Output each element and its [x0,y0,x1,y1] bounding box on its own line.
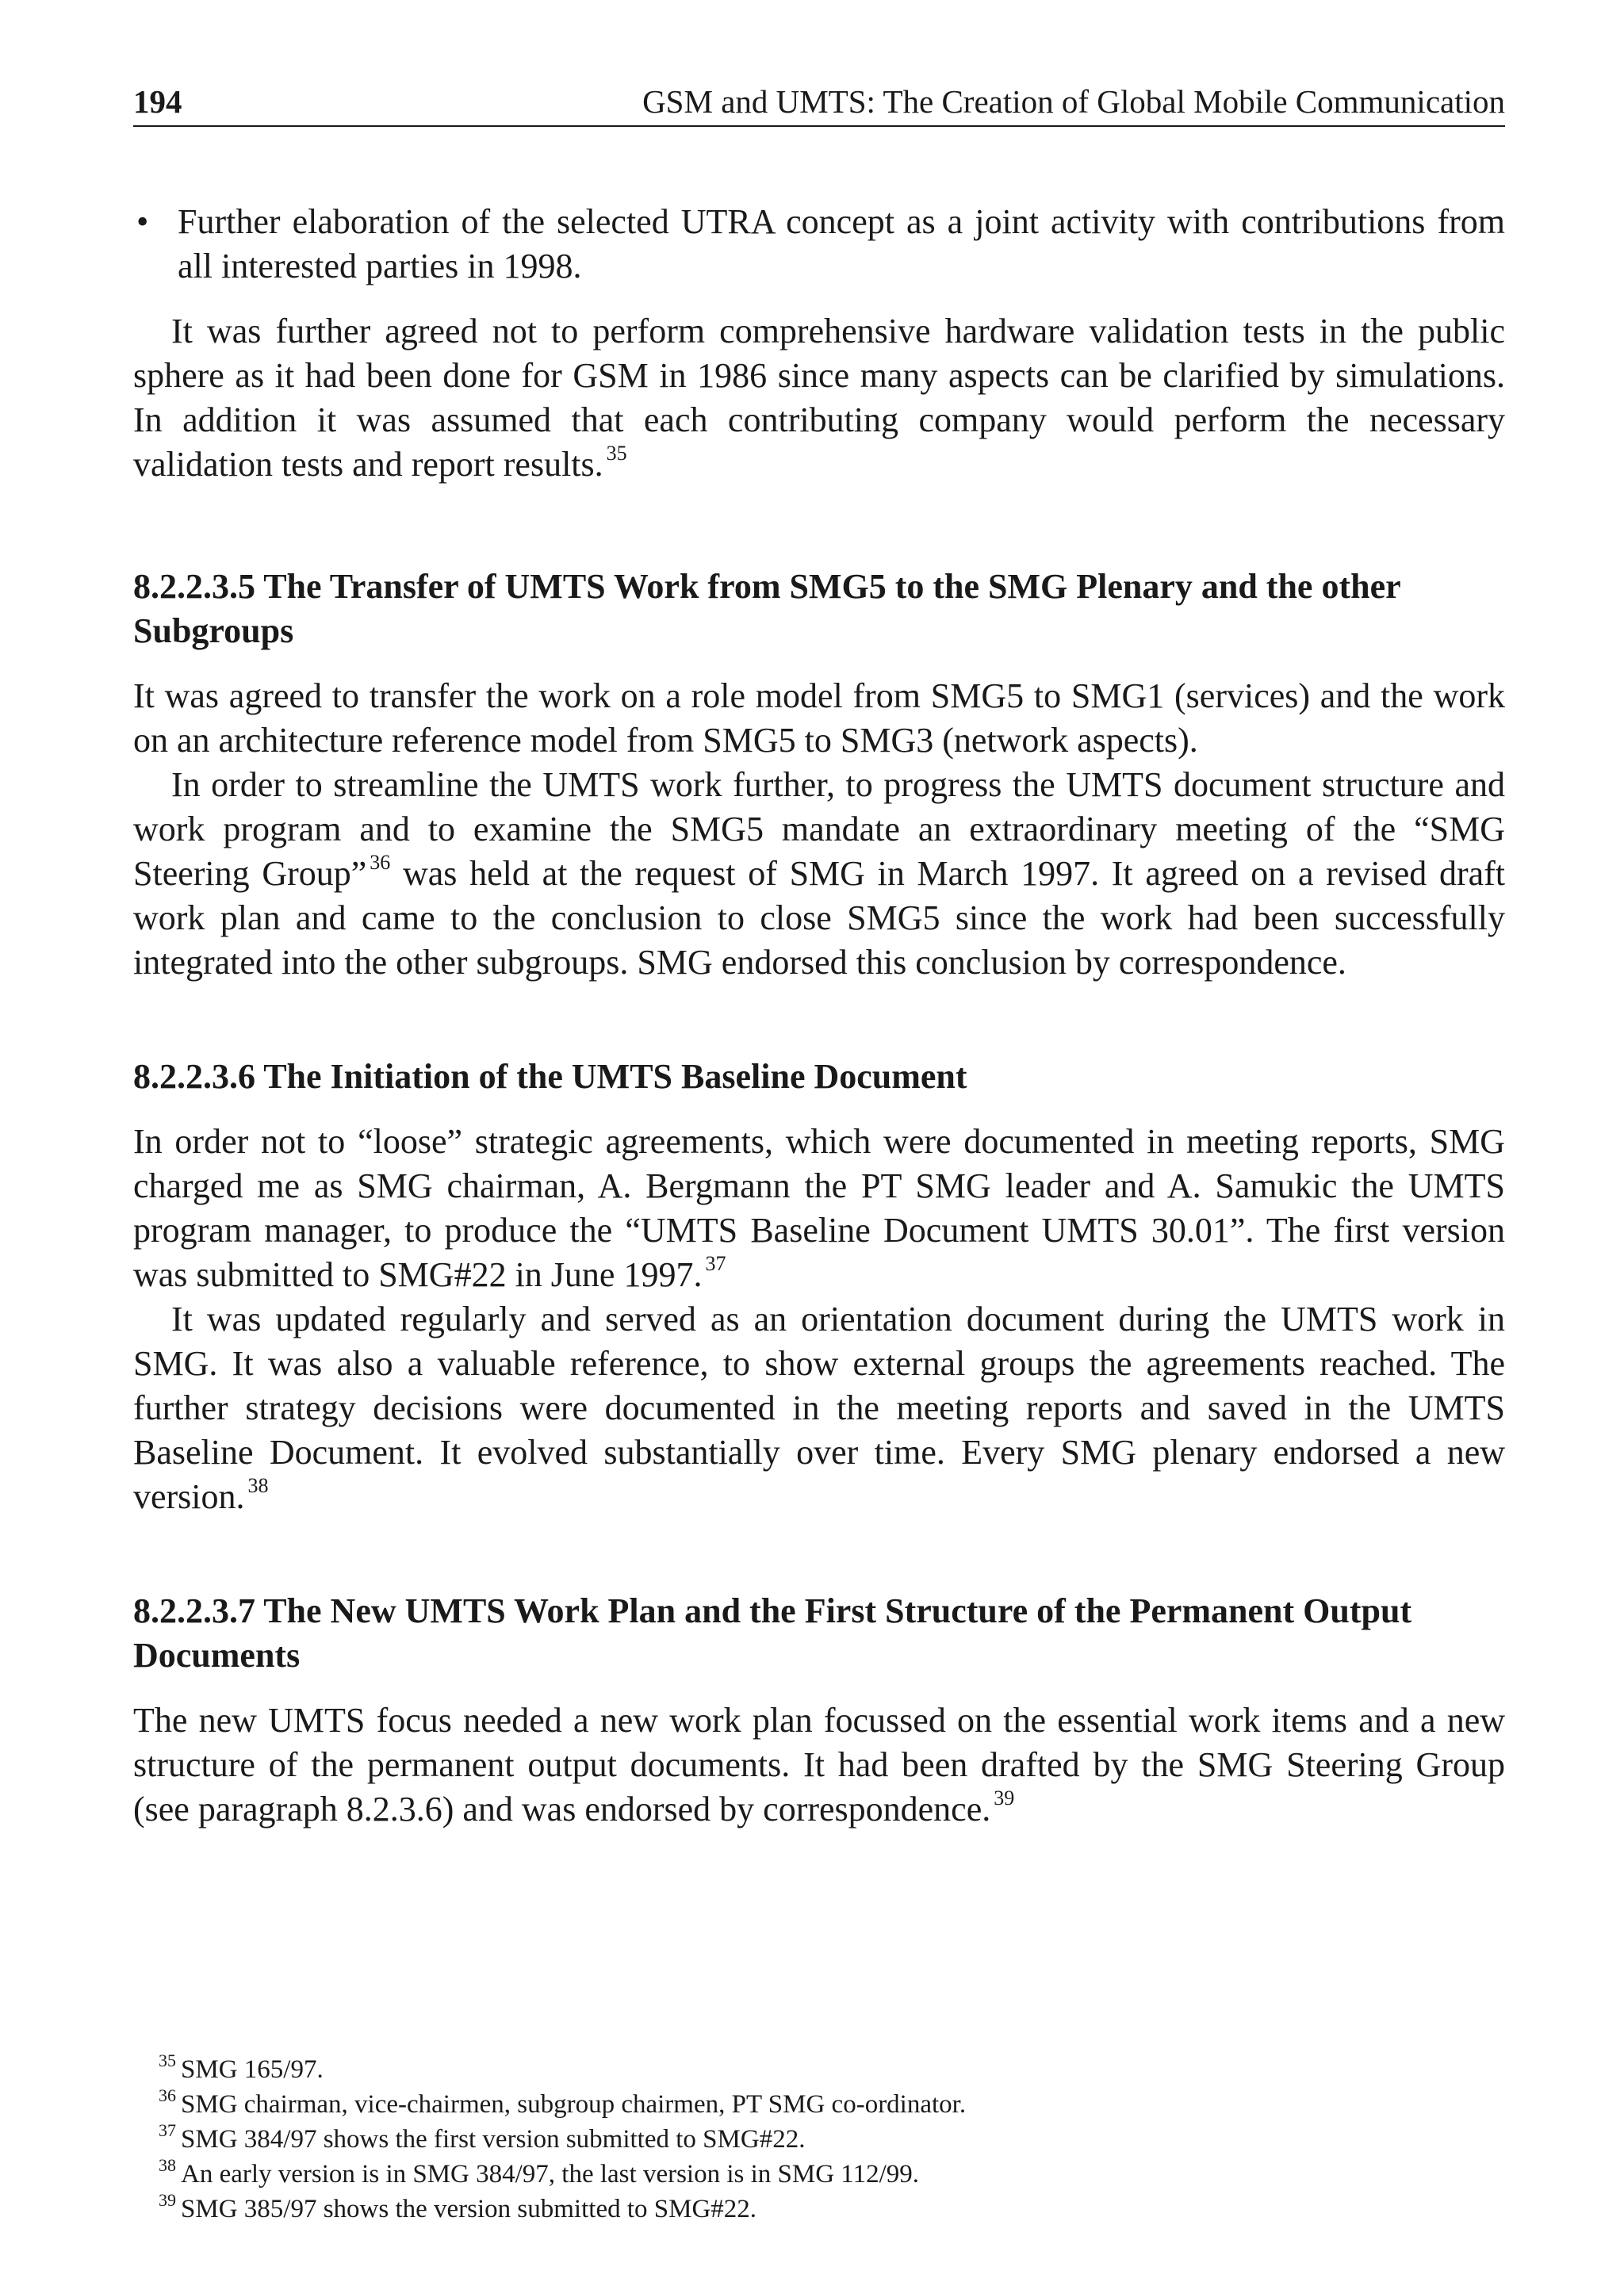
footnote [159,2192,1499,2227]
bullet-text: Further elaboration of the selected UTRA concept as a joint activity with contributions from all interested parties in 1998. [178,202,1505,285]
page-body [133,200,1505,1832]
footnotes [159,2052,1499,2227]
footnote-text: SMG chairman, vice-chairmen, subgroup chairmen, PT SMG co-ordinator. [181,2090,967,2119]
footnote-text: SMG 384/97 shows the first version submitted to SMG#22. [181,2125,806,2154]
footnote-number: 39 [159,2190,176,2210]
footnote-number: 36 [159,2085,176,2105]
footnote-ref[interactable]: 38 [247,1474,269,1497]
running-title: GSM and UMTS: The Creation of Global Mobile Communication [642,83,1505,120]
paragraph-text: It was further agreed not to perform comprehensive hardware validation tests in the public sphere as it had been done for GSM in 1986 since many aspects can be clarified by simulations. In addition it was assumed that each contributing company would perform the necessary validation tests and report results. [133,312,1505,484]
paragraph [133,1297,1505,1519]
footnote-text: SMG 385/97 shows the version submitted to SMG#22. [181,2195,757,2223]
paragraph: It was agreed to transfer the work on a role model from SMG5 to SMG1 (services) and the work on an architecture reference model from SMG5 to SMG3 (network aspects). [133,676,1505,760]
paragraph-text: was held at the request of SMG in March 1997. It agreed on a revised draft work plan and came to the conclusion to close SMG5 since the work had been successfully integrated into the other subgroups. SMG endorsed this conclusion by correspondence. [133,854,1506,982]
paragraph [133,763,1505,985]
running-header [133,82,1505,127]
footnote-ref[interactable]: 35 [606,442,627,465]
footnote-ref[interactable]: 39 [994,1786,1015,1809]
footnote [159,2157,1499,2192]
footnote-number: 38 [159,2155,176,2175]
footnote-number: 35 [159,2051,176,2070]
footnote [159,2052,1499,2087]
paragraph-text: It was updated regularly and served as an orientation document during the UMTS work in SMG. It was also a valuable reference, to show external groups the agreements reached. The further strategy decisions were documented in the meeting reports and saved in the UMTS Baseline Document. It evolved substantially over time. Every SMG plenary endorsed a new version. [133,1300,1505,1516]
footnote-text: An early version is in SMG 384/97, the last version is in SMG 112/99. [181,2160,919,2189]
paragraph-text: The new UMTS focus needed a new work plan focussed on the essential work items and a new structure of the permanent output documents. It had been drafted by the SMG Steering Group (see paragraph 8.2.3.6) and was endorsed by correspondence. [133,1701,1505,1829]
footnote-number: 37 [159,2120,176,2140]
footnote-ref[interactable]: 36 [370,851,391,874]
page-number: 194 [133,83,182,120]
paragraph [133,309,1505,487]
paragraph-text: In order not to “loose” strategic agreements, which were documented in meeting reports, SMG charged me as SMG chairman, A. Bergmann the PT SMG leader and A. Samukic the UMTS program manager, to produce the “UMTS Baseline Document UMTS 30.01”. The first version was submitted to SMG#22 in June 1997. [133,1122,1505,1294]
footnote-ref[interactable]: 37 [705,1252,726,1275]
paragraph-text: In order to streamline the UMTS work further, to progress the UMTS document structure and work program and to examine the SMG5 mandate an extraordinary meeting of the “SMG Steering Group” [133,765,1505,893]
bullet-icon: • [136,202,149,241]
section-heading: 8.2.2.3.7 The New UMTS Work Plan and the First Structure of the Permanent Output Documents [133,1591,1412,1675]
paragraph [133,1120,1505,1297]
footnote-text: SMG 165/97. [181,2055,324,2084]
section-heading: 8.2.2.3.5 The Transfer of UMTS Work from SMG5 to the SMG Plenary and the other Subgroups [133,567,1400,650]
section-heading: 8.2.2.3.6 The Initiation of the UMTS Baseline Document [133,1057,967,1096]
footnote [159,2122,1499,2157]
bullet-item [133,200,1505,289]
footnote [159,2087,1499,2122]
paragraph [133,1698,1505,1832]
